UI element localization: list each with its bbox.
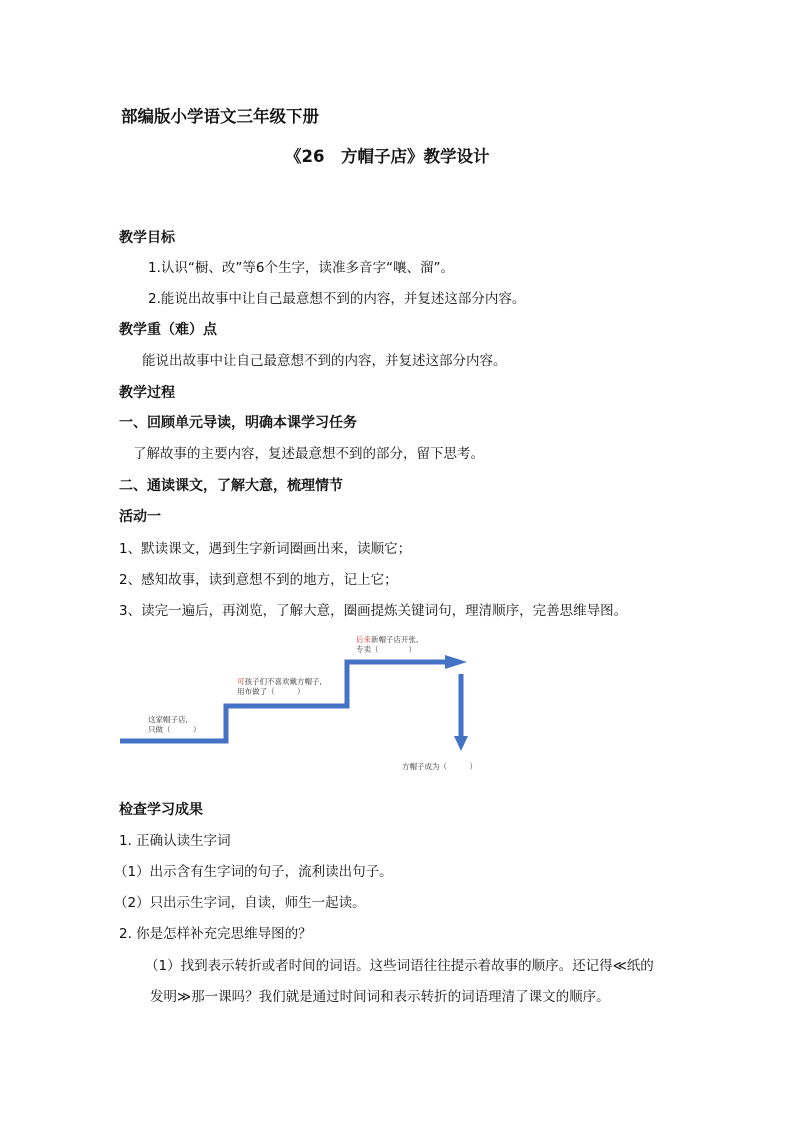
goal-1: 1.认识“橱、改”等6个生字，读准多音字“嚷、溜”。 [148, 260, 454, 276]
step-2-label-text: 孩子们不喜欢戴方帽子, [244, 677, 322, 686]
down-arrowhead [454, 736, 468, 751]
step-1-label-line2: 只做（ ） [148, 725, 201, 734]
section-1-heading: 一、回顾单元导读，明确本课学习任务 [119, 415, 357, 431]
staircase-arrowhead-right [445, 655, 467, 669]
step-3-label-line2: 专卖（ ） [356, 645, 416, 654]
activity-step-2: 2、感知故事，读到意想不到的地方，记上它； [119, 572, 398, 588]
step-2-label-line1 [237, 677, 322, 687]
section-1-text: 了解故事的主要内容，复述最意想不到的部分，留下思考。 [133, 446, 484, 462]
step-3-label-text: 新帽子店开张, [371, 635, 419, 644]
check-item-1: 1. 正确认读生字词 [119, 833, 231, 849]
step-3-connector-word: 后来 [356, 635, 371, 644]
result-label: 方帽子成为（ ） [402, 762, 477, 771]
activity-step-3: 3、读完一遍后，再浏览，了解大意，圈画提炼关键词句，理清顺序，完善思维导图。 [119, 603, 628, 619]
section-2-heading: 二、通读课文，了解大意，梳理情节 [119, 478, 343, 494]
goals-heading: 教学目标 [119, 230, 175, 246]
doc-series-title: 部编版小学语文三年级下册 [121, 107, 319, 126]
key-points-heading: 教学重（难）点 [119, 322, 217, 338]
step-1-label-line1: 这家帽子店, [148, 715, 188, 724]
check-item-1a: （1）出示含有生字词的句子，流利读出句子。 [114, 864, 393, 880]
process-heading: 教学过程 [119, 385, 175, 401]
check-item-2a-line1: （1）找到表示转折或者时间的词语。这些词语往往提示着故事的顺序。还记得≪纸的 [145, 958, 654, 974]
goal-2: 2.能说出故事中让自己最意想不到的内容，并复述这部分内容。 [148, 291, 526, 307]
doc-lesson-title: 《26 方帽子店》教学设计 [285, 147, 490, 166]
step-3-label-line1 [356, 635, 418, 645]
activity-heading: 活动一 [119, 509, 161, 525]
check-item-2: 2. 你是怎样补充完思维导图的？ [119, 926, 312, 942]
check-item-2a-line2: 发明≫那一课吗？我们就是通过时间词和表示转折的词语理清了课文的顺序。 [150, 989, 610, 1005]
step-2-connector-word: 可 [237, 677, 245, 686]
check-heading: 检查学习成果 [119, 802, 203, 818]
key-points-text: 能说出故事中让自己最意想不到的内容，并复述这部分内容。 [142, 353, 507, 369]
activity-step-1: 1、默读课文，遇到生字新词圈画出来，读顺它； [119, 541, 412, 557]
step-2-label-line2: 用布做了（ ） [237, 687, 305, 696]
check-item-1b: （2）只出示生字词，自读，师生一起读。 [114, 895, 366, 911]
